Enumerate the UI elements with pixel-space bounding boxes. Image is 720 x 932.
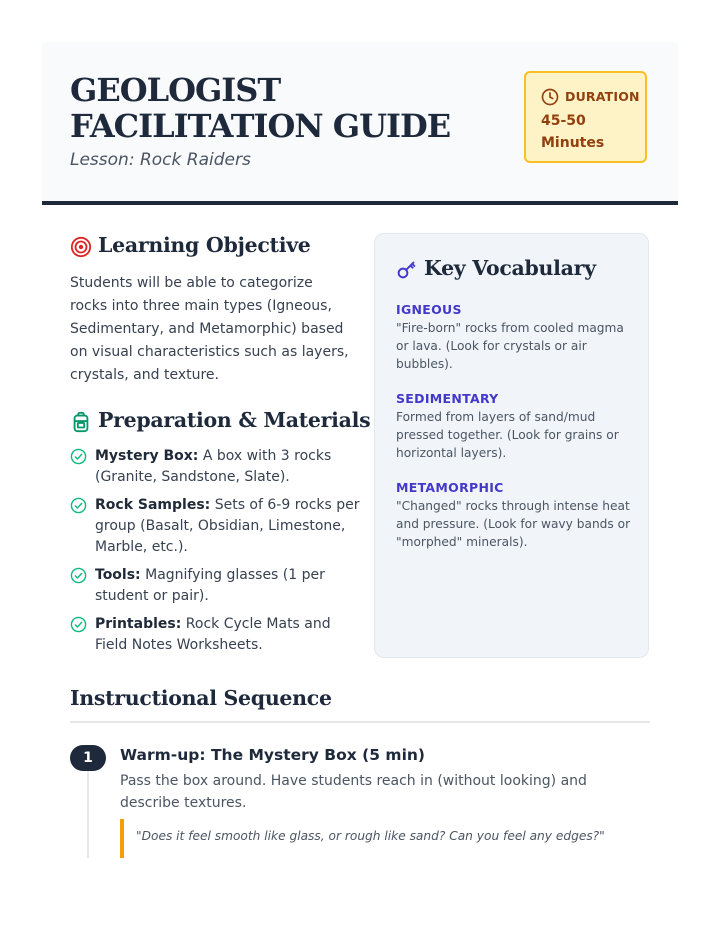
material-name: Rock Samples: [95, 497, 211, 513]
step-description: Pass the box around. Have students reach in (without looking) and describe textures. [120, 773, 587, 811]
check-circle-icon [70, 567, 87, 584]
vocab-definition: "Changed" rocks through intense heat and pressure. (Look for wavy bands or "morphed" minerals). [396, 499, 631, 549]
material-detail: A box with 3 rocks (Granite, Sandstone, Slate). [95, 448, 332, 485]
vocab-term: SEDIMENTARY [396, 391, 499, 406]
clock-icon [541, 88, 559, 106]
duration-badge [524, 71, 647, 163]
objective-text: Students will be able to categorize rocks into three main types (Igneous, Sedimentary, and Metamorphic) based on visual characteristics such as layers, crystals, and texture. [70, 275, 349, 383]
material-detail: Rock Cycle Mats and Field Notes Worksheets. [95, 616, 331, 653]
material-name: Tools: [95, 567, 141, 583]
backpack-icon [70, 411, 92, 433]
list-item [70, 446, 360, 488]
step-title: Warm-up: The Mystery Box (5 min) [120, 746, 425, 764]
key-icon [396, 259, 417, 280]
sequence-heading: Instructional Sequence [70, 686, 332, 710]
step-quote: "Does it feel smooth like glass, or rough like sand? Can you feel any edges?" [120, 819, 640, 858]
material-detail: Sets of 6-9 rocks per group (Basalt, Obsidian, Limestone, Marble, etc.). [95, 497, 360, 555]
list-item [70, 565, 360, 607]
vocabulary-card [374, 233, 649, 658]
material-name: Printables: [95, 616, 182, 632]
duration-label: DURATION [565, 89, 640, 104]
page-title: GEOLOGIST FACILITATION GUIDE [70, 71, 451, 145]
step-number-badge: 1 [70, 745, 106, 771]
vocab-term: METAMORPHIC [396, 480, 504, 495]
duration-value: 45-50 Minutes [541, 113, 605, 151]
vocab-definition: "Fire-born" rocks from cooled magma or lava. (Look for crystals or air bubbles). [396, 321, 624, 371]
objective-heading: Learning Objective [98, 233, 311, 257]
header-divider [42, 201, 678, 205]
check-circle-icon [70, 497, 87, 514]
lesson-subtitle: Lesson: Rock Raiders [70, 150, 251, 170]
material-name: Mystery Box: [95, 448, 199, 464]
vocab-definition: Formed from layers of sand/mud pressed together. (Look for grains or horizontal layers). [396, 410, 619, 460]
sequence-divider [70, 721, 650, 723]
check-circle-icon [70, 616, 87, 633]
materials-list [70, 446, 360, 663]
vocab-term: IGNEOUS [396, 302, 462, 317]
list-item [70, 495, 360, 558]
list-item [70, 614, 360, 656]
check-circle-icon [70, 448, 87, 465]
vocabulary-list [396, 301, 636, 568]
timeline-line [87, 770, 89, 858]
material-detail: Magnifying glasses (1 per student or pair). [95, 567, 325, 604]
materials-heading: Preparation & Materials [98, 408, 371, 432]
target-icon [70, 236, 92, 258]
vocabulary-heading: Key Vocabulary [424, 256, 596, 280]
